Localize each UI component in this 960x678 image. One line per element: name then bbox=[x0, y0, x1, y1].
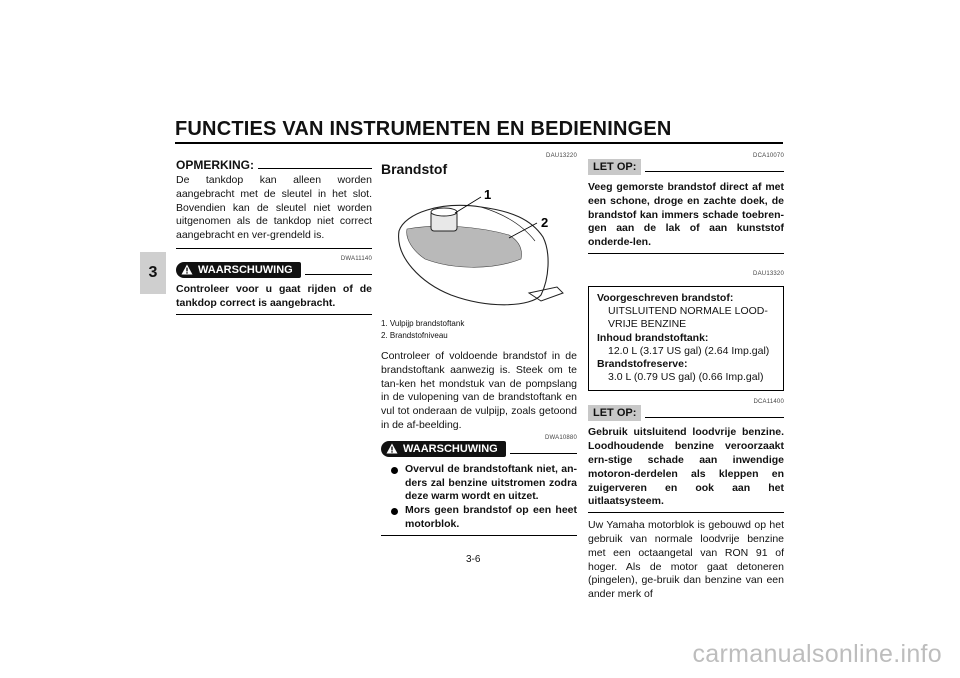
caution-code: DCA11400 bbox=[753, 399, 784, 406]
warning-label: WAARSCHUWING bbox=[403, 442, 498, 455]
spec-label: Voorgeschreven brandstof: bbox=[597, 291, 734, 304]
warning-badge bbox=[176, 262, 301, 278]
warning-heading bbox=[176, 262, 372, 278]
section-title: Brandstof bbox=[381, 161, 448, 177]
tank-mount-shape bbox=[529, 287, 563, 301]
warning-divider bbox=[176, 314, 372, 315]
note-title: OPMERKING: bbox=[176, 158, 254, 172]
filler-opening-shape bbox=[431, 208, 457, 216]
caution-heading bbox=[588, 159, 784, 175]
note-heading bbox=[176, 158, 372, 172]
caution-heading bbox=[588, 405, 784, 421]
warning-label: WAARSCHUWING bbox=[198, 263, 293, 276]
spec-value: 12.0 L (3.17 US gal) (2.64 Imp.gal) bbox=[608, 344, 770, 357]
caution-badge: LET OP: bbox=[588, 159, 641, 175]
fuel-spec-box bbox=[588, 286, 784, 391]
caution-text: Gebruik uitsluitend loodvrije benzine. Loodhoudende benzine veroorzaakt ern-stige schade aan inwendige motoron-derdelen als kleppen en zuigerveren en ook aan het uitlaatsysteem. bbox=[588, 426, 784, 508]
fuel-tank-figure bbox=[381, 183, 577, 311]
warning-triangle-icon bbox=[181, 264, 193, 275]
list-item: Mors geen brandstof op een heet motorblok. bbox=[381, 504, 577, 532]
column-left bbox=[176, 150, 372, 315]
caption-item: 2. Brandstofniveau bbox=[381, 331, 448, 340]
list-item: Overvul de brandstoftank niet, an-ders zal benzine uitstromen zodra deze warm wordt en uitzet. bbox=[381, 463, 577, 504]
spec-value: UITSLUITEND NORMALE LOOD-VRIJE BENZINE bbox=[608, 305, 768, 331]
warning-list bbox=[381, 463, 577, 532]
column-right bbox=[588, 150, 784, 602]
warning-code: DWA10880 bbox=[544, 434, 577, 441]
caution-text: Veeg gemorste brandstof direct af met een schone, droge en zachte doek, de brandstof kan immers schade toebren-gen aan de lak of aan kunststof onderde-len. bbox=[588, 181, 784, 249]
caution-code: DCA10070 bbox=[753, 153, 784, 159]
note-text: De tankdop kan alleen worden aangebracht met de sleutel in het slot. Bovendien kan de sleutel niet worden uitgenomen als de tankdop niet correct aangebracht en ver-grendeld is. bbox=[176, 174, 372, 242]
spec-code: DAU13320 bbox=[753, 270, 784, 277]
callout-2: 2 bbox=[541, 215, 549, 230]
warning-text: Controleer voor u gaat rijden of de tankdop correct is aangebracht. bbox=[176, 282, 372, 309]
spec-value: 3.0 L (0.79 US gal) (0.66 Imp.gal) bbox=[608, 371, 764, 384]
warning-divider bbox=[381, 535, 577, 536]
bullet-icon bbox=[391, 508, 398, 515]
fuel-level-shape bbox=[407, 226, 522, 267]
note-divider bbox=[176, 248, 372, 249]
warning-badge bbox=[381, 441, 506, 457]
caution-badge: LET OP: bbox=[588, 405, 641, 421]
fuel-body-text: Controleer of voldoende brandstof in de brandstoftank aanwezig is. Steek om te tan-ken het mondstuk van de pompslang in de vulopening van de brandstoftank en vul tot onderaan de vulpijp, zoals getoond in de af-beelding. bbox=[381, 350, 577, 431]
octane-body-text: Uw Yamaha motorblok is gebouwd op het gebruik van normale loodvrije benzine met een octaangetal van RON 91 of hoger. Als de motor gaat detoneren (pingelen), ge-bruik dan benzine van een ander merk of bbox=[588, 519, 784, 601]
column-middle bbox=[381, 150, 577, 536]
warning-code: DWA11140 bbox=[340, 255, 372, 262]
section-code: DAU13220 bbox=[546, 153, 577, 159]
watermark: carmanualsonline.info bbox=[692, 640, 942, 668]
page-title: FUNCTIES VAN INSTRUMENTEN EN BEDIENINGEN bbox=[175, 118, 672, 140]
page-number: 3-6 bbox=[466, 554, 481, 565]
figure-captions bbox=[381, 318, 577, 342]
caution-divider bbox=[588, 253, 784, 254]
caution-divider bbox=[588, 512, 784, 513]
bullet-icon bbox=[391, 467, 398, 474]
chapter-tab: 3 bbox=[140, 252, 166, 294]
spec-label: Brandstofreserve: bbox=[597, 358, 688, 370]
warning-triangle-icon bbox=[386, 443, 398, 454]
title-rule bbox=[175, 142, 783, 144]
callout-line-2 bbox=[509, 223, 537, 238]
spec-label: Inhoud brandstoftank: bbox=[597, 331, 709, 344]
callout-1: 1 bbox=[484, 187, 492, 202]
caption-item: 1. Vulpijp brandstoftank bbox=[381, 319, 465, 328]
warning-heading bbox=[381, 441, 577, 457]
